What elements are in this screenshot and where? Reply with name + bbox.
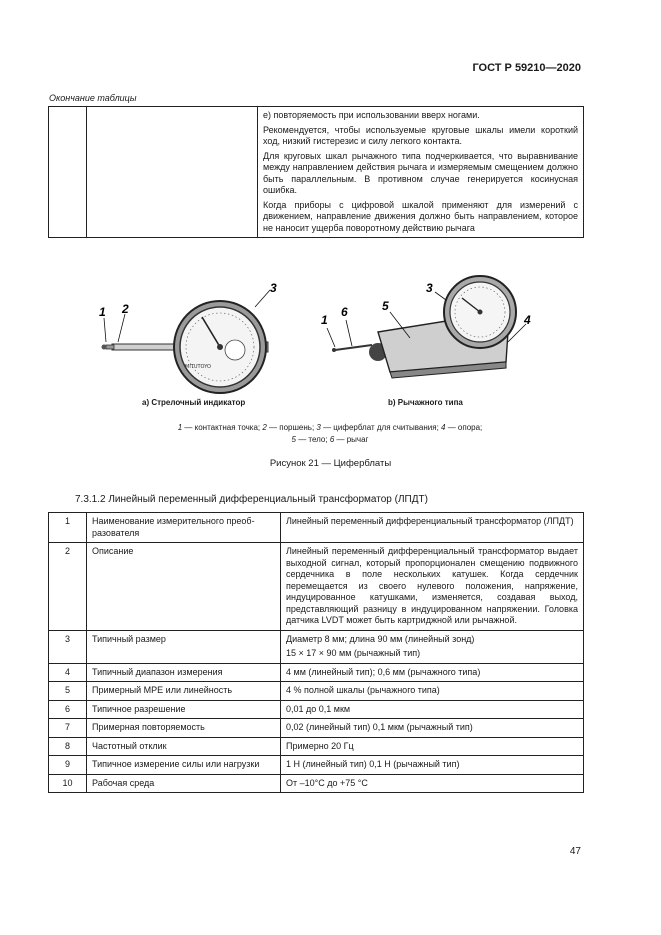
row-parameter: Типичный диапазон измерения [87,663,281,682]
figure-caption-b: b) Рычажного типа [388,398,463,407]
continuation-table [48,106,584,238]
table-row [49,682,584,701]
legend-text: — опора; [445,423,483,432]
paragraph: е) повторяемость при использовании вверх ногами. [263,110,480,120]
row-number: 6 [49,700,87,719]
row-parameter: Наименование измерительного преобразователя [87,513,281,543]
row-parameter: Примерная повторяемость [87,719,281,738]
callout-number: 4 [524,313,531,327]
row-number: 10 [49,774,87,793]
table-row [49,663,584,682]
row-value: 1 Н (линейный тип) 0,1 Н (рычажный тип) [281,756,584,775]
row-number: 8 [49,737,87,756]
row-number: 1 [49,513,87,543]
row-value: 0,01 до 0,1 мкм [281,700,584,719]
row-parameter: Частотный отклик [87,737,281,756]
page-number: 47 [569,846,581,857]
table-continuation-label: Окончание таблицы [49,93,137,103]
figure-caption-a: а) Стрелочный индикатор [142,398,246,407]
row-value-line: Диаметр 8 мм; длина 90 мм (линейный зонд) [286,633,475,644]
row-value [281,630,584,663]
legend-number: 4 [441,423,446,432]
callout-number: 5 [382,299,389,313]
row-value: 0,02 (линейный тип) 0,1 мкм (рычажный тип) [281,719,584,738]
legend-number: 5 [291,435,296,444]
table-cell-text [258,107,584,238]
row-number: 5 [49,682,87,701]
row-parameter: Примерный МРЕ или линейность [87,682,281,701]
paragraph: Когда приборы с цифровой шкалой применяют для измерений с движением, направление движения должно быть направлением, которое не наносит ущерба поворотному действию рычага [263,199,578,233]
row-value-line: 15 × 17 × 90 мм (рычажный тип) [286,648,421,658]
paragraph: Рекомендуется, чтобы используемые круговые шкалы имели короткий ход, низкий гистерезис и силу легкого контакта. [263,124,578,146]
row-number: 7 [49,719,87,738]
figure-title: Рисунок 21 — Циферблаты [269,458,392,469]
table-row [49,756,584,775]
callout-number: 2 [122,302,129,316]
row-parameter: Типичное измерение силы или нагрузки [87,756,281,775]
legend-number: 6 [329,435,335,444]
callout-number: 3 [270,281,277,295]
row-value: Примерно 20 Гц [281,737,584,756]
table-row [49,719,584,738]
legend-line [100,434,560,446]
figure-legend [100,422,560,446]
row-value: 4 мм (линейный тип); 0,6 мм (рычажного типа) [281,663,584,682]
lever-indicator-image [332,276,516,378]
standard-code: ГОСТ Р 59210—2020 [472,62,581,74]
legend-number: 1 [177,423,183,432]
table-row [49,700,584,719]
dial-indicators-figure [90,272,570,412]
legend-number: 3 [316,423,321,432]
table-row [49,737,584,756]
row-number: 2 [49,543,87,631]
legend-text: — тело; [295,435,330,444]
row-parameter: Рабочая среда [87,774,281,793]
legend-line [100,422,560,434]
row-number: 3 [49,630,87,663]
callout-number: 1 [321,313,328,327]
legend-text: — рычаг [334,435,369,444]
row-number: 9 [49,756,87,775]
table-cell-empty [49,107,87,238]
lvdt-table [48,512,584,793]
row-value: Линейный переменный дифференциальный трансформатор (ЛПДТ) [281,513,584,543]
table-row [49,513,584,543]
row-value: Линейный переменный дифференциальный трансформатор выдает выходной сигнал, который пропорционален смещению подвижного сердечника в поле нескольких катушек. Когда сердечник перемещается из своего нулевого положения, напряжение, индуцированное катушками, изменяется, создавая выход, представляющий разницу в индуцированном напряжении. Головка датчика LVDT может быть картриджной или рычажной. [281,543,584,631]
table-row [49,107,584,238]
table-row [49,630,584,663]
svg-text:MITUTOYO: MITUTOYO [185,364,211,370]
legend-number: 2 [262,423,267,432]
row-value: От –10°C до +75 °C [281,774,584,793]
legend-text: — поршень; [266,423,317,432]
legend-text: — циферблат для считывания; [320,423,442,432]
table-cell-empty [87,107,258,238]
section-heading: 7.3.1.2 Линейный переменный дифференциальный трансформатор (ЛПДТ) [75,494,428,505]
row-parameter: Типичное разрешение [87,700,281,719]
callout-number: 3 [426,281,433,295]
table-row [49,774,584,793]
row-parameter: Типичный размер [87,630,281,663]
callout-number: 1 [99,305,106,319]
row-parameter: Описание [87,543,281,631]
row-value: 4 % полной шкалы (рычажного типа) [281,682,584,701]
row-number: 4 [49,663,87,682]
paragraph: Для круговых шкал рычажного типа подчеркивается, что выравнивание между направлением действия рычага и измеряемым смещением должно быть параллельным. В противном случае генерируется косинусная ошибка. [263,150,578,195]
table-row [49,543,584,631]
callout-number: 6 [341,305,348,319]
legend-text: — контактная точка; [182,423,263,432]
